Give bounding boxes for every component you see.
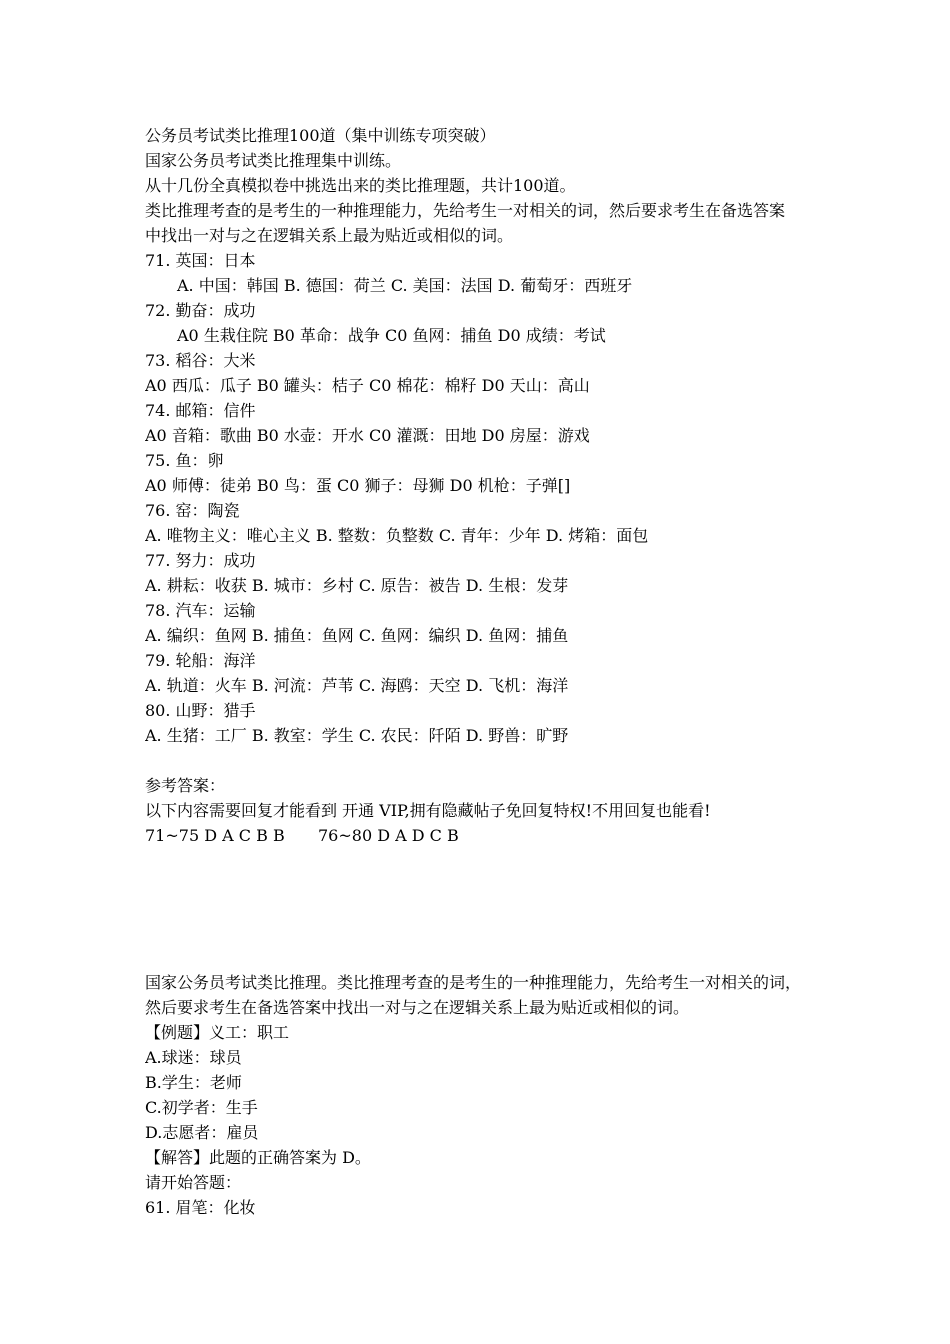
blank-line (145, 748, 835, 773)
intro-line: 从十几份全真模拟卷中挑选出来的类比推理题，共计100道。 (145, 176, 576, 195)
question-options: A. 耕耘：收获 B. 城市：乡村 C. 原告：被告 D. 生根：发芽 (145, 576, 569, 595)
start-prompt: 请开始答题： (145, 1173, 242, 1192)
question-stem: 73. 稻谷：大米 (145, 351, 256, 370)
part-one (145, 123, 835, 848)
vip-notice: 以下内容需要回复才能看到 开通 VIP,拥有隐藏帖子免回复特权!不用回复也能看! (145, 801, 711, 820)
question-stem: 72. 勤奋：成功 (145, 301, 256, 320)
example-explanation: 【解答】此题的正确答案为 D。 (145, 1148, 371, 1167)
question-options: A. 轨道：火车 B. 河流：芦苇 C. 海鸥：天空 D. 飞机：海洋 (145, 676, 569, 695)
question-stem: 75. 鱼：卵 (145, 451, 224, 470)
document-title: 公务员考试类比推理100道（集中训练专项突破） (145, 126, 496, 145)
intro-line: 然后要求考生在备选答案中找出一对与之在逻辑关系上最为贴近或相似的词。 (145, 998, 690, 1017)
question-options: A0 音箱：歌曲 B0 水壶：开水 C0 灌溉：田地 D0 房屋：游戏 (145, 426, 590, 445)
question-options: A. 生猪：工厂 B. 教室：学生 C. 农民：阡陌 D. 野兽：旷野 (145, 726, 569, 745)
example-option: B.学生：老师 (145, 1073, 242, 1092)
example-option: A.球迷：球员 (145, 1048, 242, 1067)
answers-71-75: 71~75 D A C B B (145, 826, 285, 845)
question-options: A. 唯物主义：唯心主义 B. 整数：负整数 C. 青年：少年 D. 烤箱：面包 (145, 526, 649, 545)
question-stem: 76. 窑：陶瓷 (145, 501, 240, 520)
question-options: A. 编织：鱼网 B. 捕鱼：鱼网 C. 鱼网：编织 D. 鱼网：捕鱼 (145, 626, 569, 645)
answers-heading: 参考答案： (145, 776, 226, 795)
question-stem: 78. 汽车：运输 (145, 601, 256, 620)
part-two (145, 970, 835, 1220)
answers-76-80: 76~80 D A D C B (318, 826, 459, 845)
intro-line: 国家公务员考试类比推理。类比推理考查的是考生的一种推理能力，先给考生一对相关的词， (145, 973, 802, 992)
answer-key (145, 823, 835, 848)
example-option: D.志愿者：雇员 (145, 1123, 259, 1142)
example-stem: 【例题】义工：职工 (145, 1023, 290, 1042)
question-stem: 61. 眉笔：化妆 (145, 1198, 256, 1217)
question-options: A. 中国：韩国 B. 德国：荷兰 C. 美国：法国 D. 葡萄牙：西班牙 (177, 276, 633, 295)
example-option: C.初学者：生手 (145, 1098, 258, 1117)
question-stem: 74. 邮箱：信件 (145, 401, 256, 420)
intro-line: 类比推理考查的是考生的一种推理能力，先给考生一对相关的词，然后要求考生在备选答案 (145, 201, 786, 220)
question-options: A0 生栽住院 B0 革命：战争 C0 鱼网：捕鱼 D0 成绩：考试 (177, 326, 606, 345)
question-stem: 79. 轮船：海洋 (145, 651, 256, 670)
question-stem: 80. 山野：猎手 (145, 701, 256, 720)
question-options: A0 师傅：徒弟 B0 鸟：蛋 C0 狮子：母狮 D0 机枪：子弹[] (145, 476, 571, 495)
question-stem: 71. 英国：日本 (145, 251, 256, 270)
intro-line: 中找出一对与之在逻辑关系上最为贴近或相似的词。 (145, 226, 514, 245)
question-options: A0 西瓜：瓜子 B0 罐头：桔子 C0 棉花：棉籽 D0 天山：高山 (145, 376, 590, 395)
question-stem: 77. 努力：成功 (145, 551, 256, 570)
intro-line: 国家公务员考试类比推理集中训练。 (145, 151, 402, 170)
